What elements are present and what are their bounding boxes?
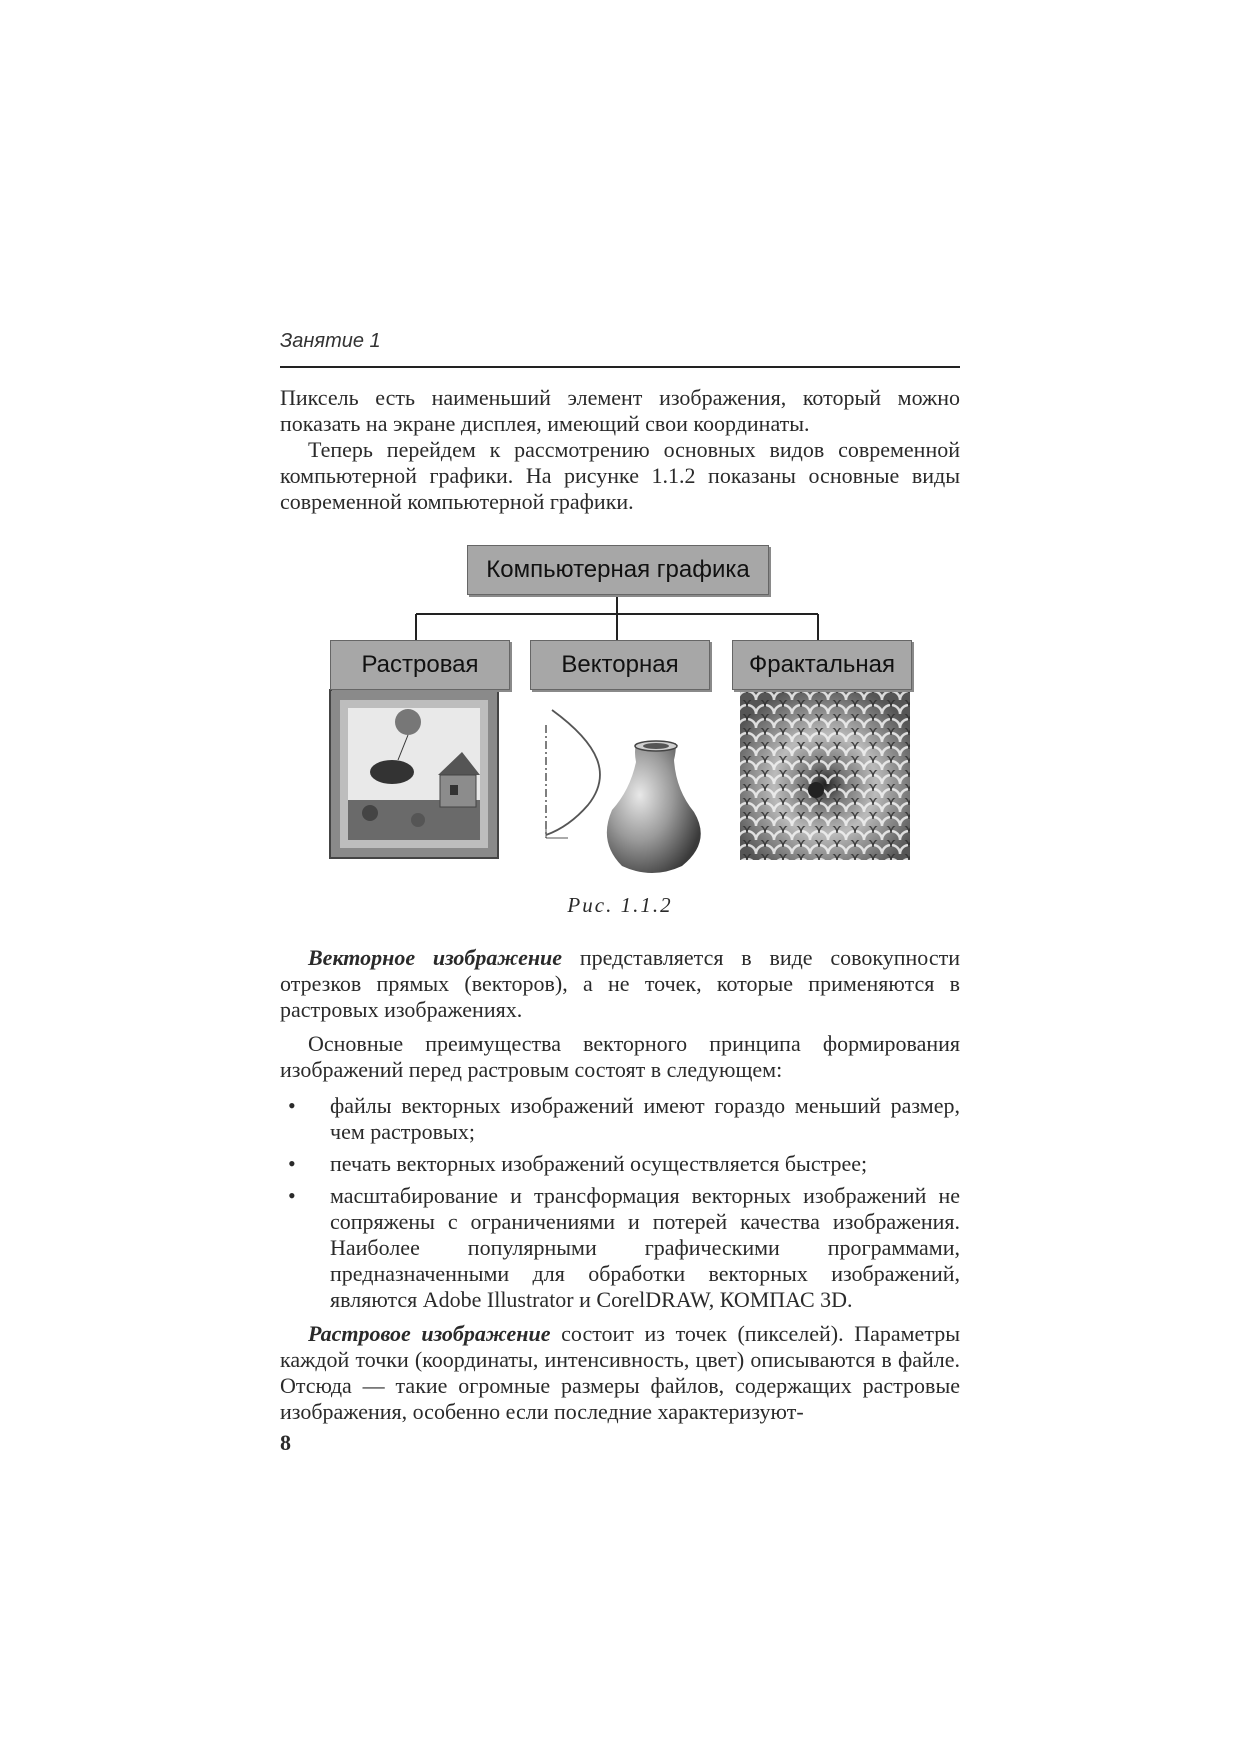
diagram-root-box: Компьютерная графика [467,545,769,595]
running-header: Занятие 1 [280,330,381,352]
list-item: • файлы векторных изображений имеют гораздо меньший размер, чем растровых; [288,1093,960,1144]
advantages-list [280,1093,960,1313]
diagram-connectors [416,593,818,640]
list-item: • масштабирование и трансформация векторных изображений не сопряжены с ограничениями и потерей качества изображения. Наиболее популярными графическими программами, предназначенными для обработки векторных изображений, являются Adobe Illustrator и CorelDRAW, КОМПАС 3D. [288,1183,960,1312]
paragraph-intro-types: Теперь перейдем к рассмотрению основных видов современной компьютерной графики. На рисунке 1.1.2 показаны основные виды современной компьютерной графики. [280,437,960,514]
bullet-symbol: • [288,1183,296,1208]
paragraph-raster-rest: состоит из точек (пикселей). Параметры каждой точки (координаты, интенсивность, цвет) описываются в файле. Отсюда — такие огромные размеры файлов, содержащих растровые изображения, особенно если последние характеризуют- [280,1321,960,1424]
term-raster: Растровое изображение [308,1321,551,1346]
diagram-box-fractal: Фрактальная [732,640,912,690]
bullet-symbol: • [288,1093,296,1118]
paragraph-vector-rest: представляется в виде совокупности отрезков прямых (векторов), а не точек, которые применяются в растровых изображениях. [280,945,961,1022]
vector-image [546,710,701,873]
diagram-box-raster: Растровая [330,640,510,690]
body-text [280,945,960,1425]
term-vector: Векторное изображение [308,945,563,970]
paragraph-vector-definition [280,945,960,1023]
paragraph-advantages: Основные преимущества векторного принципа формирования изображений перед растровым состоят в следующем: [280,1031,960,1082]
bullet-symbol: • [288,1151,296,1176]
diagram-box-vector: Векторная [530,640,710,690]
paragraph-pixel: Пиксель есть наименьший элемент изображения, который можно показать на экране дисплея, имеющий свои координаты. [280,385,960,436]
paragraph-raster-definition [280,1321,960,1425]
figure-caption: Рис. 1.1.2 [567,893,673,917]
raster-image [330,690,498,858]
fractal-image [740,692,910,860]
page-number: 8 [280,1430,291,1455]
list-item: • печать векторных изображений осуществляется быстрее; [288,1151,868,1176]
